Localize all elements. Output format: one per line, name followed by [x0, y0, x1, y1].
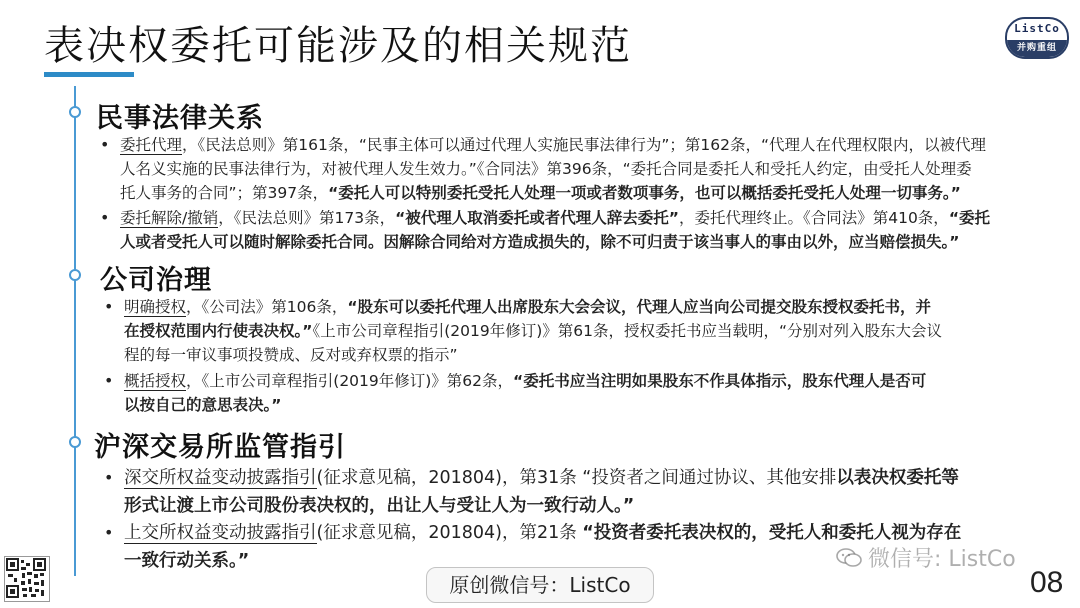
bold-quote: 形式让渡上市公司股份表决权的，出让人与受让人为一致行动人。” [124, 496, 635, 516]
bullet-body [120, 133, 986, 205]
bold-quote: “被代理人取消委托或者代理人辞去委托” [395, 209, 679, 227]
bullet-body [124, 369, 926, 417]
bold-quote: “投资者委托表决权的，受托人和委托人视为存在 [582, 523, 962, 543]
page-number: 08 [1030, 566, 1064, 599]
bold-quote: “委托书应当注明如果股东不作具体指示，股东代理人是否可 [513, 372, 927, 390]
title-underline-bar [44, 72, 134, 77]
section-heading-civil-law: 民事法律关系 [96, 103, 264, 134]
text-segment: ，委托代理终止。《合同法》第410条， [678, 209, 949, 227]
section-heading-exchange-guidelines: 沪深交易所监管指引 [94, 432, 346, 463]
listco-logo [1005, 17, 1069, 59]
logo-text-top: ListCo [1014, 22, 1060, 35]
underlined-term: 深交所权益变动披露指引 [124, 468, 317, 488]
bullet-line [124, 492, 959, 520]
timeline-line [74, 86, 76, 576]
text-segment: ，《民法总则》第161条，“民事主体可以通过代理人实施民事法律行为”；第162条，“代理人在代理权限内，以被代理 [182, 136, 987, 154]
bullet-line [124, 393, 926, 417]
text-segment: 人名义实施的民事法律行为，对被代理人发生效力。”《合同法》第396条，“委托合同是委托人和受托人约定，由受托人处理委 [120, 160, 972, 178]
text-segment: 《上市公司章程指引(2019年修订)》第61条，授权委托书应当载明，“分别对列入股东大会议 [312, 322, 942, 340]
wechat-icon [836, 548, 862, 568]
footer-wechat-id: 原创微信号：ListCo [426, 567, 654, 603]
bullet-entrusted-agency [100, 133, 987, 205]
bullet-szse-guideline [104, 464, 959, 520]
bullet-line [124, 319, 942, 343]
bullet-body [124, 464, 959, 520]
text-segment: ，《公司法》第106条， [186, 298, 348, 316]
bullet-dot: • [104, 468, 114, 487]
bold-quote: “委托 [948, 209, 990, 227]
qr-code-graphic [5, 557, 47, 599]
bullet-dot: • [104, 523, 114, 542]
bold-quote: 一致行动关系。” [124, 551, 250, 571]
bold-quote: 人或者受托人可以随时解除委托合同。因解除合同给对方造成损失的，除不可归责于该当事人的事由以外，应当赔偿损失。” [120, 233, 960, 251]
text-segment: ，《民法总则》第173条， [218, 209, 396, 227]
bold-quote: “股东可以委托代理人出席股东大会会议，代理人应当向公司提交股东授权委托书，并 [347, 298, 932, 316]
bullet-explicit-authorization [104, 295, 942, 367]
text-segment: (征求意见稿，201804)，第31条 “投资者之间通过协议、其他安排 [316, 468, 837, 488]
timeline-node-2 [69, 269, 81, 281]
bullet-general-authorization [104, 369, 927, 417]
timeline-node-1 [69, 106, 81, 118]
text-segment: ，《上市公司章程指引(2019年修订)》第62条， [186, 372, 514, 390]
bullet-dot: • [104, 371, 114, 390]
bold-quote: 以表决权委托等 [836, 468, 959, 488]
bullet-line [120, 230, 990, 254]
bullet-entrustment-termination [100, 206, 990, 254]
underlined-term: 委托解除/撤销 [120, 209, 219, 227]
text-segment: 程的每一审议事项投赞成、反对或弃权票的指示” [124, 346, 458, 364]
bullet-line [120, 157, 986, 181]
underlined-term: 明确授权 [124, 298, 187, 316]
bullet-line [124, 295, 942, 319]
logo-text-bottom: 并购重组 [1007, 40, 1067, 57]
wechat-watermark [836, 542, 1016, 573]
bullet-line [124, 464, 959, 492]
watermark-text: 微信号: ListCo [868, 547, 1016, 572]
bullet-dot: • [100, 135, 110, 154]
underlined-term: 上交所权益变动披露指引 [124, 523, 317, 543]
text-segment: 托人事务的合同”；第397条， [120, 184, 329, 202]
bullet-dot: • [104, 297, 114, 316]
qr-code [4, 556, 50, 602]
bullet-line [120, 181, 986, 205]
underlined-term: 委托代理 [120, 136, 183, 154]
section-heading-corporate-governance: 公司治理 [100, 265, 212, 296]
bold-quote: 在授权范围内行使表决权。” [124, 322, 313, 340]
slide-title: 表决权委托可能涉及的相关规范 [44, 23, 632, 69]
bullet-body [124, 295, 942, 367]
bullet-line [120, 133, 986, 157]
timeline-node-3 [69, 436, 81, 448]
bold-quote: “委托人可以特别委托受托人处理一项或者数项事务，也可以概括委托受托人处理一切事务。” [328, 184, 961, 202]
bullet-body [120, 206, 990, 254]
bullet-dot: • [100, 208, 110, 227]
underlined-term: 概括授权 [124, 372, 187, 390]
text-segment: (征求意见稿，201804)，第21条 [316, 523, 583, 543]
bullet-line [124, 369, 926, 393]
bullet-line [124, 343, 942, 367]
bold-quote: 以按自己的意思表决。” [124, 396, 282, 414]
bullet-line [120, 206, 990, 230]
